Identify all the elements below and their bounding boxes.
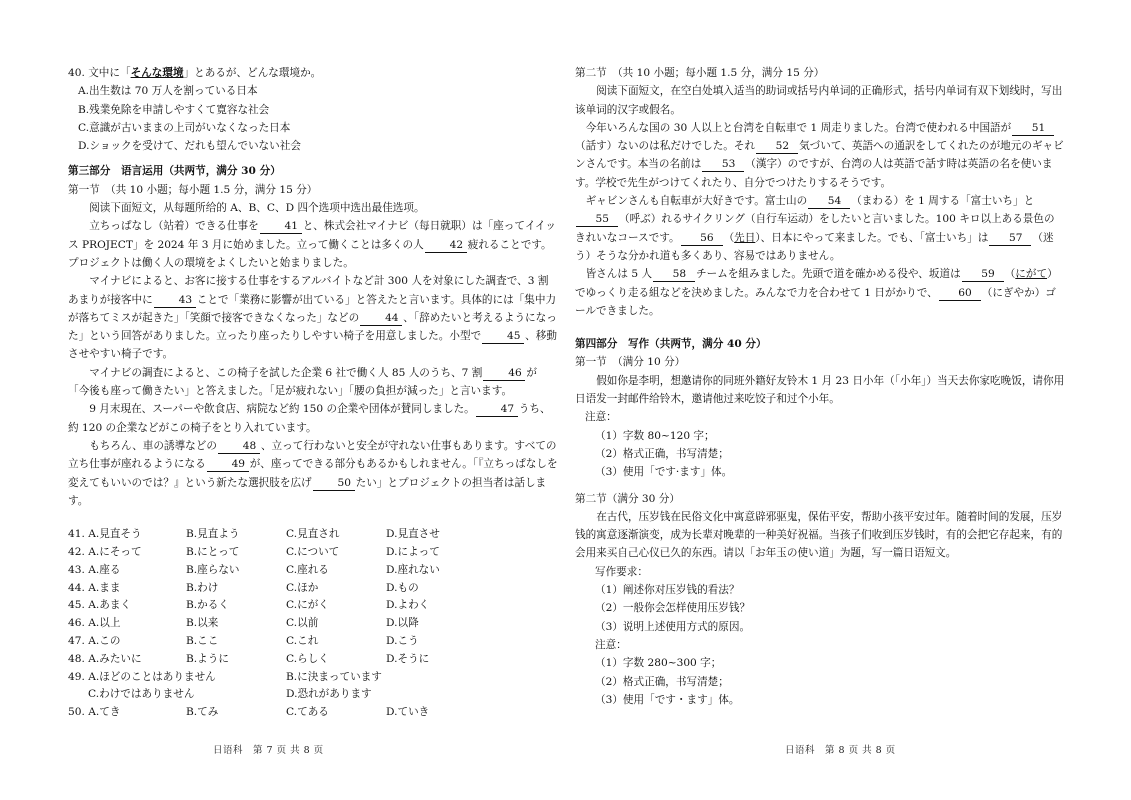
- writing-2-requirement-3: （3）说明上述使用方式的原因。: [595, 620, 751, 633]
- writing-2-note-1: （1）字数 280~300 字；: [595, 657, 722, 670]
- page-8: [575, 0, 1065, 800]
- options-table: [68, 525, 558, 721]
- passage-paragraph-3: マイナビの調査によると、この椅子を試した企業 6 社で働く人 85 人のうち、7 割 46 が「今後も座って働きたい」と答えました。「足が疲れない」「腰の負担が減った」と言います。: [68, 366, 537, 398]
- page-8-body: [575, 64, 1065, 709]
- passage-2-paragraph-2: ギャビンさんも自転車が大好きです。富士山の 54 （まわる）を 1 周する「富士いち」と55 （呼ぶ）れるサイクリング（自行车运动）をしたいと言いました。100 キロ以上ある景色のきれいなコースです。 56 （先日）、日本にやって来ました。でも、「富士いち」は 57 （迷う）そうな分かれ道も多くあり、容易ではありません。: [575, 195, 1055, 262]
- page-7-body: [68, 64, 558, 721]
- options-row-45: 45. A.あまく B.かるく C.にがく D.よわく: [68, 599, 430, 612]
- section-2-heading: 第二节 （共 10 小题；每小题 1.5 分，满分 15 分）: [575, 67, 825, 79]
- writing-2-heading: 第二节（满分 30 分）: [575, 492, 680, 505]
- options-row-49a: 49. A.ほどのことはありません B.に決まっています: [68, 670, 382, 683]
- writing-2-note-label: 注意：: [595, 638, 627, 651]
- options-row-42: 42. A.にそって B.にとって C.について D.によって: [68, 545, 440, 558]
- page-7-footer: 日语科 第 7 页 共 8 页: [213, 745, 324, 756]
- blank-49: 49: [207, 457, 249, 472]
- blank-48: 48: [218, 439, 260, 454]
- options-row-47: 47. A.この B.ここ C.これ D.こう: [68, 634, 419, 647]
- page-8-footer: 日语科 第 8 页 共 8 页: [785, 745, 896, 756]
- blank-46: 46: [483, 366, 525, 381]
- question-40-option-c: C.意識が古いままの上司がいなくなった日本: [78, 121, 291, 134]
- writing-1-note-1: （1）字数 80~120 字；: [595, 429, 715, 442]
- section-1-instruction: 阅读下面短文，从每题所给的 A、B、C、D 四个选项中选出最佳选项。: [89, 202, 425, 215]
- writing-1-heading: 第一节 （满分 10 分）: [575, 356, 686, 369]
- section-1-heading: 第一节 （共 10 小题；每小题 1.5 分，满分 15 分）: [68, 183, 318, 196]
- writing-2-note-3: （3）使用「です・ます」体。: [595, 693, 740, 706]
- writing-1-note-label: 注意：: [585, 411, 617, 424]
- options-row-48: 48. A.みたいに B.ように C.らしく D.そうに: [68, 652, 430, 665]
- blank-60: 60: [939, 286, 981, 301]
- options-row-50: 50. A.てき B.てみ C.てある D.ていき: [68, 706, 430, 719]
- options-row-46: 46. A.以上 B.以来 C.以前 D.以降: [68, 617, 419, 630]
- blank-54: 54: [808, 194, 850, 209]
- blank-50: 50: [313, 476, 355, 491]
- part-4-heading: 第四部分 写作（共两节，满分 40 分）: [575, 338, 767, 351]
- options-row-43: 43. A.座る B.座らない C.座れる D.座れない: [68, 563, 440, 576]
- passage-paragraph-5: もちろん、車の誘導などの 48 、立って行わないと安全が守れない仕事もあります。すべての立ち仕事が座れるようになる 49 が、座ってできる部分もあるかもしれません。「『立ちっぱなしを変えてもいいのでは？』という新たな選択肢を広げ 50 たい」とプロジェクトの担当者は話します。: [68, 439, 558, 507]
- blank-44: 44: [360, 311, 402, 326]
- writing-1-note-2: （2）格式正确，书写清楚；: [595, 447, 729, 460]
- blank-41: 41: [260, 219, 302, 234]
- double-underlined-word: 先日: [734, 231, 756, 244]
- writing-2-prompt: 在古代，压岁钱在民俗文化中寓意辟邪驱鬼，保佑平安，帮助小孩平安过年。随着时间的发展，压岁钱的寓意逐渐演变，成为长辈对晚辈的一种美好祝福。当孩子们收到压岁钱时，有的会把它存起来，有的会用来买自己心仪已久的东西。请以「お年玉の使い道」为题，写一篇日语短文。: [575, 510, 1063, 560]
- options-row-49b: C.わけではありません D.恐れがあります: [88, 688, 372, 701]
- blank-43: 43: [154, 293, 196, 308]
- writing-1-prompt: 假如你是李明，想邀请你的同班外籍好友铃木 1 月 23 日小年（「小年」）当天去你家吃晚饭，请你用日语发一封邮件给铃木，邀请他过来吃饺子和过个小年。: [575, 374, 1065, 406]
- passage-paragraph-1: 立ちっぱなし（站着）できる仕事を 41 と、株式会社マイナビ（每日就职）は「座ってイイッス PROJECT」を 2024 年 3 月に始めました。立って働くことは多くの人 42 疲れることです。プロジェクトは働く人の環境をよくしたいと始まりました。: [68, 220, 556, 269]
- writing-2-requirements-label: 写作要求：: [595, 565, 648, 578]
- blank-52: 52: [756, 139, 798, 154]
- blank-53: 53: [702, 157, 744, 172]
- writing-1-note-3: （3）使用「です·ます」体。: [595, 466, 733, 479]
- double-underlined-word: にがて: [1015, 268, 1048, 281]
- question-40-stem: 40. 文中に「そんな環境」とあるが、どんな環境か。: [68, 67, 322, 79]
- passage-paragraph-2: マイナビによると、お客に接する仕事をするアルバイトなど計 300 人を対象にした調査で、3 割あまりが接客中に 43 ことで「業務に影響が出ている」と答えたと言います。具体的には「集中力が落ちてミスが起きた」「笑顔で接客できなくなった」などの 44 、「辞めたいと考えるようになった」という回答がありました。立ったり座ったりしやすい椅子を用意しました。小型で 45 、移動させやすい椅子です。: [68, 275, 557, 361]
- blank-57: 57: [989, 231, 1031, 246]
- blank-47: 47: [476, 402, 518, 417]
- blank-42: 42: [425, 238, 467, 253]
- question-40-option-b: B.残業免除を申請しやすくて寛容な社会: [78, 103, 270, 116]
- blank-51: 51: [1012, 121, 1054, 136]
- blank-56: 56: [681, 231, 723, 246]
- passage-2-paragraph-1: 今年いろんな国の 30 人以上と台湾を自転車で 1 周走りました。台湾で使われる中国語が 51（話す）ないのは私だけでした。それ 52 気づいて、英語への通訳をしてくれたのが地元のギャビンさんです。本当の名前は 53 （漢字）のですが、台湾の人は英語で話す時は英語の名を使います。学校で先生がつけてくれたり、自分でつけたりするそうです。: [575, 121, 1064, 189]
- writing-2-requirement-2: （2）一般你会怎样使用压岁钱？: [595, 602, 751, 615]
- quoted-phrase: そんな環境: [130, 67, 184, 79]
- blank-55: 55: [576, 212, 618, 227]
- question-40-option-a: A.出生数は 70 万人を割っている日本: [78, 85, 258, 98]
- blank-59: 59: [962, 267, 1004, 282]
- blank-58: 58: [653, 267, 695, 282]
- part-3-heading: 第三部分 语言运用（共两节，满分 30 分）: [68, 165, 281, 178]
- writing-2-note-2: （2）格式正确，书写清楚；: [595, 675, 729, 688]
- question-40-option-d: D.ショックを受けて、だれも望んでいない社会: [78, 140, 301, 153]
- passage-paragraph-4: 9 月末現在、スーパーや飲食店、病院など約 150 の企業や団体が賛同しました。 47 うち、約 120 の企業などがこの椅子をとり入れています。: [68, 403, 551, 434]
- options-row-44: 44. A.まま B.わけ C.ほか D.もの: [68, 581, 419, 594]
- writing-2-requirement-1: （1）阐述你对压岁钱的看法？: [595, 584, 740, 597]
- options-row-41: 41. A.見直そう B.見直よう C.見直され D.見直させ: [68, 528, 440, 541]
- passage-2-paragraph-3: 皆さんは 5 人 58 チームを組みました。先頭で道を確かめる役や、坂道は 59 （にがて）でゆっくり走る組などを決めました。みんなで力を合わせて 1 日がかりで、 60 （にぎやか）ゴールできました。: [575, 268, 1058, 317]
- blank-45: 45: [482, 329, 524, 344]
- page-7: [68, 0, 558, 800]
- section-2-instruction: 阅读下面短文，在空白处填入适当的助词或括号内单词的正确形式，括号内单词有双下划线时，写出该单词的汉字或假名。: [575, 85, 1063, 116]
